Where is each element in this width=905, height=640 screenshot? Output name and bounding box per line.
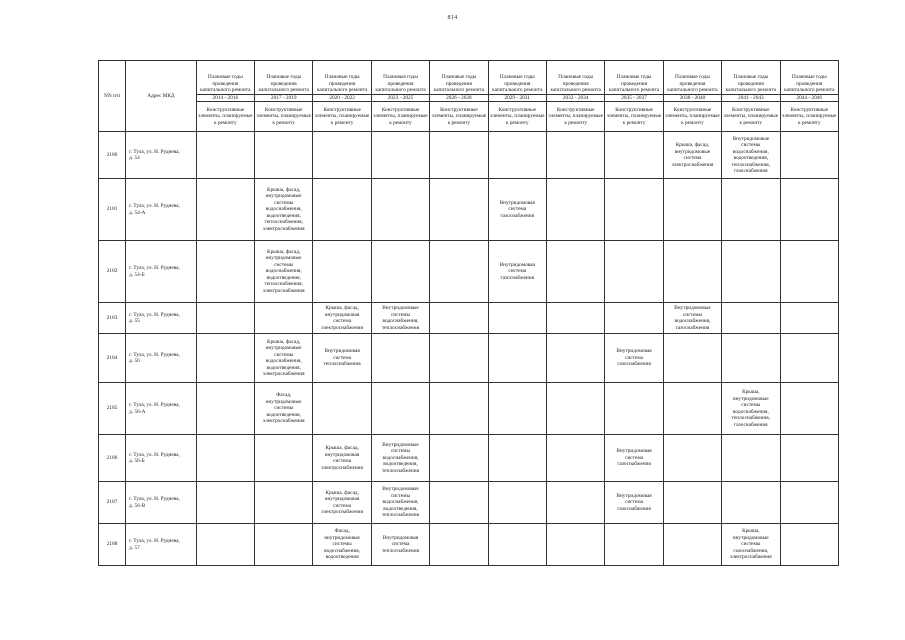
row-cell-period-6 [546, 435, 604, 482]
row-cell-period-1 [255, 132, 313, 179]
row-cell-period-8: Крыша, фасад, внутридомовые система электроснабжения [663, 132, 721, 179]
header-subheader: Конструктивные элементы, планируемые к ремонту [255, 102, 313, 132]
header-subheader: Конструктивные элементы, планируемые к ремонту [313, 102, 371, 132]
row-cell-period-1 [255, 482, 313, 524]
row-cell-period-10 [780, 383, 838, 435]
row-number: 2182 [99, 241, 126, 303]
header-period-title: Плановые годы проведения капитального ремонта [316, 74, 368, 93]
row-cell-period-3 [371, 241, 429, 303]
row-cell-period-2 [313, 132, 371, 179]
row-cell-period-4 [430, 241, 488, 303]
row-cell-period-6 [546, 383, 604, 435]
row-cell-period-3: Внутридомовая система теплоснабжения [371, 524, 429, 566]
row-cell-period-0 [196, 303, 254, 334]
header-subheader: Конструктивные элементы, планируемые к ремонту [780, 102, 838, 132]
row-cell-period-4 [430, 334, 488, 383]
row-cell-period-10 [780, 334, 838, 383]
row-cell-period-8 [663, 524, 721, 566]
row-cell-period-9: Внутридомовые системы водоснабжения, водоотведения, теплоснабжения, газоснабжения [722, 132, 780, 179]
row-address: г. Тула, ул. Н. Руднева, д. 54-Б [126, 241, 196, 303]
row-address: г. Тула, ул. Н. Руднева, д. 57 [126, 524, 196, 566]
row-cell-period-1: Крыша, фасад, внутридомовые системы водоснабжения, водоотведения, электроснабжения [255, 334, 313, 383]
row-cell-period-9: Крыша, внутридомовые системы газоснабжения, электроснабжения [722, 524, 780, 566]
row-cell-period-1: Крыша, фасад, внутридомовые системы водоснабжения, водоотведения, теплоснабжения, электроснабжения [255, 241, 313, 303]
row-cell-period-5 [488, 334, 546, 383]
header-period-title: Плановые годы проведения капитального ремонта [784, 74, 835, 93]
row-cell-period-7: Внутридомовая система газоснабжения [605, 482, 663, 524]
row-cell-period-0 [196, 241, 254, 303]
header-period-title: Плановые годы проведения капитального ремонта [667, 74, 718, 93]
header-subheader: Конструктивные элементы, планируемые к ремонту [430, 102, 488, 132]
row-number: 2180 [99, 132, 126, 179]
row-cell-period-1 [255, 435, 313, 482]
table-row [99, 334, 839, 383]
table-row [99, 524, 839, 566]
header-num: NN п/п [99, 61, 126, 132]
header-period-years: 2041 - 2043 [722, 94, 779, 102]
row-cell-period-7 [605, 383, 663, 435]
row-cell-period-3 [371, 383, 429, 435]
header-period-8 [663, 61, 721, 102]
header-period-years: 2038 - 2040 [664, 94, 721, 102]
header-period-2 [313, 61, 371, 102]
row-cell-period-8 [663, 482, 721, 524]
row-cell-period-4 [430, 383, 488, 435]
row-number: 2185 [99, 383, 126, 435]
header-period-10 [780, 61, 838, 102]
row-cell-period-7 [605, 524, 663, 566]
row-cell-period-7 [605, 132, 663, 179]
header-period-years: 2014 - 2016 [197, 94, 254, 102]
header-subheader: Конструктивные элементы, планируемые к ремонту [663, 102, 721, 132]
header-subheader: Конструктивные элементы, планируемые к ремонту [546, 102, 604, 132]
row-number: 2181 [99, 179, 126, 241]
row-cell-period-3 [371, 132, 429, 179]
row-cell-period-6 [546, 132, 604, 179]
row-address: г. Тула, ул. Н. Руднева, д. 56-А [126, 383, 196, 435]
row-cell-period-8 [663, 179, 721, 241]
row-cell-period-10 [780, 241, 838, 303]
row-cell-period-0 [196, 334, 254, 383]
table-row [99, 132, 839, 179]
row-cell-period-0 [196, 383, 254, 435]
header-period-years: 2017 - 2019 [255, 94, 312, 102]
row-cell-period-0 [196, 179, 254, 241]
row-cell-period-2: Крыша, фасад, внутридомовая система электроснабжения [313, 303, 371, 334]
row-cell-period-3 [371, 179, 429, 241]
header-period-years: 2023 - 2025 [372, 94, 429, 102]
row-cell-period-5 [488, 132, 546, 179]
row-cell-period-9 [722, 303, 780, 334]
table-body [99, 132, 839, 566]
row-cell-period-5 [488, 435, 546, 482]
row-cell-period-0 [196, 524, 254, 566]
row-cell-period-6 [546, 303, 604, 334]
row-address: г. Тула, ул. Н. Руднева, д. 56-Б [126, 435, 196, 482]
header-period-0 [196, 61, 254, 102]
row-cell-period-8: Внутридомовые системы водоснабжения, газоснабжения [663, 303, 721, 334]
header-period-title: Плановые годы проведения капитального ремонта [608, 74, 660, 93]
row-cell-period-2 [313, 179, 371, 241]
table-row [99, 435, 839, 482]
row-cell-period-2: Внутридомовая система теплоснабжения [313, 334, 371, 383]
row-cell-period-6 [546, 179, 604, 241]
row-number: 2186 [99, 435, 126, 482]
row-cell-period-1 [255, 524, 313, 566]
row-cell-period-4 [430, 179, 488, 241]
row-cell-period-1: Фасад, внутридомовые системы водоотведения, электроснабжения [255, 383, 313, 435]
page-number: 814 [447, 15, 458, 21]
header-period-years: 2020 - 2022 [313, 94, 370, 102]
row-cell-period-4 [430, 303, 488, 334]
row-cell-period-9 [722, 179, 780, 241]
row-cell-period-2: Фасад, внутридомовые системы водоснабжения, водоотведения [313, 524, 371, 566]
row-cell-period-10 [780, 303, 838, 334]
row-cell-period-5: Внутридомовая система газоснабжения [488, 241, 546, 303]
row-cell-period-6 [546, 482, 604, 524]
header-period-title: Плановые годы проведения капитального ремонта [258, 74, 309, 93]
header-period-6 [546, 61, 604, 102]
header-period-years: 2035 - 2037 [605, 94, 662, 102]
row-cell-period-4 [430, 132, 488, 179]
row-cell-period-9: Крыша, внутридомовые системы водоснабжения, теплоснабжения, газоснабжения [722, 383, 780, 435]
row-cell-period-9 [722, 241, 780, 303]
row-cell-period-8 [663, 334, 721, 383]
header-period-4 [430, 61, 488, 102]
header-period-years: 2044 - 2046 [781, 94, 838, 102]
row-cell-period-5 [488, 303, 546, 334]
header-subheader: Конструктивные элементы, планируемые к ремонту [371, 102, 429, 132]
row-cell-period-3: Внутридомовые системы водоснабжения, теплоснабжения [371, 303, 429, 334]
header-subheader: Конструктивные элементы, планируемые к ремонту [605, 102, 663, 132]
row-cell-period-2: Крыша, фасад, внутридомовая система электроснабжения [313, 435, 371, 482]
header-period-title: Плановые годы проведения капитального ремонта [725, 74, 777, 93]
header-period-title: Плановые годы проведения капитального ремонта [550, 74, 601, 93]
row-address: г. Тула, ул. Н. Руднева, д. 56-В [126, 482, 196, 524]
row-address: г. Тула, ул. Н. Руднева, д. 55 [126, 303, 196, 334]
row-cell-period-6 [546, 241, 604, 303]
header-period-years: 2029 - 2031 [489, 94, 546, 102]
header-period-7 [605, 61, 663, 102]
row-cell-period-8 [663, 383, 721, 435]
row-address: г. Тула, ул. Н. Руднева, д. 54-А [126, 179, 196, 241]
row-address: г. Тула, ул. Н. Руднева, д. 54 [126, 132, 196, 179]
header-subheader: Конструктивные элементы, планируемые к ремонту [488, 102, 546, 132]
table-header [99, 61, 839, 132]
row-cell-period-7 [605, 241, 663, 303]
row-cell-period-10 [780, 179, 838, 241]
row-cell-period-8 [663, 241, 721, 303]
row-cell-period-4 [430, 524, 488, 566]
row-number: 2184 [99, 334, 126, 383]
header-period-title: Плановые годы проведения капитального ремонта [492, 74, 543, 93]
header-period-years: 2026 - 2028 [430, 94, 487, 102]
header-period-5 [488, 61, 546, 102]
row-cell-period-2 [313, 383, 371, 435]
header-period-title: Плановые годы проведения капитального ремонта [375, 74, 426, 93]
row-cell-period-3 [371, 334, 429, 383]
row-cell-period-4 [430, 482, 488, 524]
row-number: 2187 [99, 482, 126, 524]
table-row [99, 241, 839, 303]
row-cell-period-1: Крыша, фасад, внутридомовые системы водоснабжения, водоотведения, теплоснабжения, электроснабжения [255, 179, 313, 241]
row-cell-period-7: Внутридомовая система газоснабжения [605, 334, 663, 383]
row-number: 2183 [99, 303, 126, 334]
table-row [99, 482, 839, 524]
header-period-3 [371, 61, 429, 102]
row-cell-period-8 [663, 435, 721, 482]
row-cell-period-9 [722, 334, 780, 383]
row-cell-period-5: Внутридомовая система газоснабжения [488, 179, 546, 241]
header-period-title: Плановые годы проведения капитального ремонта [200, 74, 251, 93]
row-address: г. Тула, ул. Н. Руднева, д. 56 [126, 334, 196, 383]
row-cell-period-9 [722, 482, 780, 524]
row-cell-period-6 [546, 524, 604, 566]
row-cell-period-5 [488, 482, 546, 524]
row-cell-period-6 [546, 334, 604, 383]
row-cell-period-7: Внутридомовая система газоснабжения [605, 435, 663, 482]
row-cell-period-10 [780, 132, 838, 179]
row-cell-period-3: Внутридомовые системы водоснабжения, водоотведения, теплоснабжения [371, 435, 429, 482]
header-address: Адрес МКД [126, 61, 196, 132]
header-subheader: Конструктивные элементы, планируемые к ремонту [722, 102, 780, 132]
row-cell-period-10 [780, 435, 838, 482]
header-period-years: 2032 - 2034 [547, 94, 604, 102]
row-cell-period-3: Внутридомовые системы водоснабжения, водоотведения, теплоснабжения [371, 482, 429, 524]
row-cell-period-2 [313, 241, 371, 303]
header-period-title: Плановые годы проведения капитального ремонта [433, 74, 485, 93]
header-period-1 [255, 61, 313, 102]
row-cell-period-0 [196, 482, 254, 524]
row-cell-period-10 [780, 524, 838, 566]
row-cell-period-0 [196, 132, 254, 179]
row-cell-period-7 [605, 303, 663, 334]
table-row [99, 179, 839, 241]
row-cell-period-1 [255, 303, 313, 334]
table-row [99, 383, 839, 435]
row-cell-period-5 [488, 383, 546, 435]
header-period-9 [722, 61, 780, 102]
header-subheader: Конструктивные элементы, планируемые к ремонту [196, 102, 254, 132]
row-number: 2188 [99, 524, 126, 566]
repair-schedule-table [98, 60, 839, 566]
row-cell-period-4 [430, 435, 488, 482]
row-cell-period-9 [722, 435, 780, 482]
row-cell-period-0 [196, 435, 254, 482]
table-row [99, 303, 839, 334]
row-cell-period-7 [605, 179, 663, 241]
row-cell-period-2: Крыша, фасад, внутридомовая система электроснабжения [313, 482, 371, 524]
row-cell-period-10 [780, 482, 838, 524]
row-cell-period-5 [488, 524, 546, 566]
